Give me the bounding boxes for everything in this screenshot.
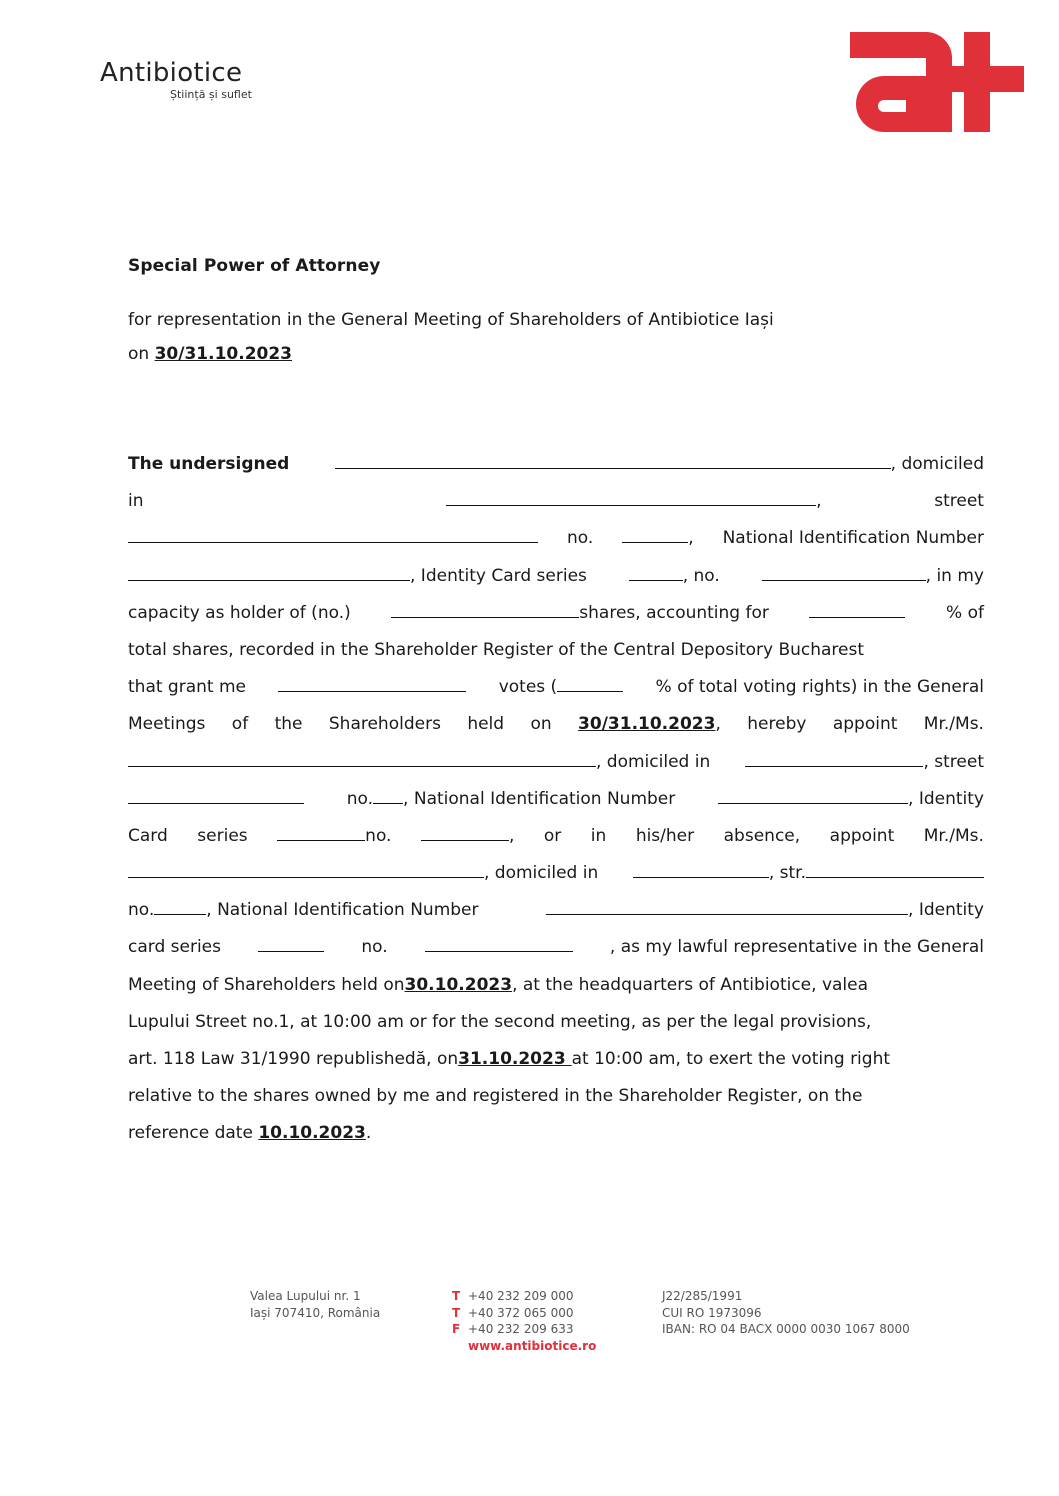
document-subtitle [128, 303, 774, 371]
word: Mr./Ms. [923, 714, 984, 735]
body-text: total shares, recorded in the Shareholder Register of the Central Depository Bucharest [128, 639, 865, 660]
national-id-field[interactable] [128, 563, 410, 580]
form-body [128, 446, 984, 1153]
national-id-label: National Identification Number [722, 528, 984, 549]
word: appoint [832, 714, 898, 735]
body-text: at 10:00 am, to exert the voting right [571, 1049, 891, 1069]
no-label: no. [128, 900, 155, 921]
undersigned-name-field[interactable] [335, 452, 891, 469]
in-label: in [128, 491, 144, 512]
card-series-label: card series [128, 937, 221, 958]
word: hereby [747, 714, 807, 735]
phone-1 [452, 1288, 596, 1305]
form-line-12 [128, 855, 984, 892]
street-label: , street [923, 751, 984, 772]
phone-number: +40 372 065 000 [468, 1305, 574, 1320]
form-line-13 [128, 892, 984, 929]
subtitle-line-2 [128, 337, 774, 371]
representative-national-id-field[interactable] [718, 787, 908, 804]
representative-street-field[interactable] [128, 787, 304, 804]
word: in [590, 825, 607, 846]
id-no-label: , no. [682, 565, 720, 586]
representative-id-number-field[interactable] [421, 824, 509, 841]
word: the [274, 714, 303, 735]
fax-number: +40 232 209 633 [468, 1322, 574, 1336]
word: no. [365, 825, 392, 846]
domiciled-in-label: , domiciled in [484, 863, 599, 884]
comma: , [508, 825, 515, 846]
grant-me-label: that grant me [128, 677, 246, 698]
word: held [467, 714, 505, 735]
voting-percent-field[interactable] [557, 675, 623, 692]
form-line-16 [128, 1004, 984, 1041]
word: on [530, 714, 552, 735]
identity-label: , Identity [908, 900, 984, 921]
subtitle-prefix: on [128, 344, 155, 364]
alternate-name-field[interactable] [128, 861, 484, 878]
form-line-11 [128, 818, 984, 855]
alternate-no-field[interactable] [154, 898, 206, 915]
fax [452, 1321, 596, 1338]
word: appoint [829, 825, 895, 846]
votes-label: votes ( [498, 677, 558, 698]
phone-label: T [452, 1305, 461, 1320]
holder-of-label: capacity as holder of (no.) [128, 602, 351, 623]
form-line-17 [128, 1041, 984, 1078]
registration-number: J22/285/1991 [662, 1289, 743, 1303]
shares-percent-field[interactable] [809, 601, 905, 618]
form-line-14 [128, 929, 984, 966]
domiciled-label: , domiciled [890, 454, 984, 474]
form-line-2 [128, 483, 984, 520]
form-line-10 [128, 781, 984, 818]
word: Shareholders [328, 714, 441, 735]
second-meeting-date: 31.10.2023 [458, 1049, 572, 1069]
cui-number: CUI RO 1973096 [662, 1305, 762, 1320]
company-tagline: Știință și suflet [170, 88, 252, 101]
word: of [231, 714, 249, 735]
fax-label: F [452, 1322, 461, 1336]
comma: , [816, 491, 822, 512]
form-line-19 [128, 1115, 984, 1152]
body-text: reference date [128, 1123, 259, 1144]
id-series-label: , Identity Card series [410, 565, 587, 586]
national-id-label: , National Identification Number [403, 788, 676, 809]
phone-2 [452, 1305, 596, 1322]
footer-contact [452, 1288, 596, 1354]
comma: , [688, 528, 694, 549]
form-line-6 [128, 632, 984, 669]
phone-number: +40 232 209 000 [468, 1289, 574, 1303]
votes-field[interactable] [278, 675, 466, 692]
identity-label: , Identity [908, 788, 984, 809]
alternate-street-field[interactable] [806, 861, 984, 878]
phone-label: T [452, 1289, 461, 1303]
lawful-representative-label: , as my lawful representative in the General [609, 937, 984, 958]
body-text: . [365, 1123, 372, 1144]
representative-no-field[interactable] [373, 787, 403, 804]
company-name: Antibiotice [100, 58, 243, 88]
voting-rights-label: % of total voting rights) in the General [655, 677, 984, 698]
id-number-field[interactable] [762, 563, 926, 580]
representative-domicile-field[interactable] [745, 749, 923, 766]
body-text: relative to the shares owned by me and registered in the Shareholder Register, on the [128, 1086, 863, 1107]
street-field[interactable] [128, 526, 538, 543]
footer-registration [662, 1288, 910, 1338]
comma: , [715, 714, 721, 735]
website-row [452, 1338, 596, 1355]
word: or [543, 825, 562, 846]
word: Meetings [128, 714, 206, 735]
first-meeting-date: 30.10.2023 [404, 974, 513, 995]
word: Card [128, 825, 168, 846]
meeting-date: 30/31.10.2023 [154, 344, 293, 364]
iban-number: IBAN: RO 04 BACX 0000 0030 1067 8000 [662, 1322, 910, 1336]
domicile-field[interactable] [446, 489, 816, 506]
shares-label: shares, accounting for [579, 602, 769, 623]
alternate-id-series-field[interactable] [258, 935, 324, 952]
no-label: no. [361, 937, 388, 958]
percent-of-label: % of [946, 602, 984, 623]
domiciled-in-label: , domiciled in [596, 751, 711, 772]
alternate-domicile-field[interactable] [633, 861, 769, 878]
document-title: Special Power of Attorney [128, 256, 381, 276]
form-line-7 [128, 669, 984, 706]
no-label: no. [566, 528, 594, 549]
alternate-national-id-field[interactable] [546, 898, 908, 915]
body-text: art. 118 Law 31/1990 republishedă, on [128, 1049, 459, 1069]
form-line-5 [128, 595, 984, 632]
footer-address [250, 1288, 380, 1321]
representative-name-field[interactable] [128, 749, 596, 766]
body-text: Meeting of Shareholders held on [128, 974, 405, 995]
body-text: , at the headquarters of Antibiotice, valea [512, 974, 869, 995]
address-line-1: Valea Lupului nr. 1 [250, 1289, 361, 1303]
form-line-4 [128, 558, 984, 595]
a-plus-logo-icon [846, 28, 1024, 136]
word: series [197, 825, 248, 846]
undersigned-label: The undersigned [128, 454, 290, 474]
alternate-id-number-field[interactable] [425, 935, 573, 952]
reference-date: 10.10.2023 [258, 1123, 366, 1144]
address-line-2: Iași 707410, România [250, 1305, 381, 1320]
word: absence, [723, 825, 801, 846]
website-link[interactable]: www.antibiotice.ro [468, 1338, 597, 1353]
company-logo [100, 58, 252, 102]
no-label: no. [346, 788, 374, 809]
body-text: Lupului Street no.1, at 10:00 am or for the second meeting, as per the legal provisions, [128, 1011, 872, 1032]
word: Mr./Ms. [923, 825, 984, 846]
in-my-label: , in my [925, 565, 984, 586]
word: his/her [635, 825, 695, 846]
meeting-date: 30/31.10.2023 [578, 714, 716, 735]
street-number-field[interactable] [622, 526, 688, 543]
street-label: street [934, 491, 984, 512]
form-line-3 [128, 520, 984, 557]
str-label: , str. [768, 863, 806, 884]
form-line-8 [128, 706, 984, 743]
representative-id-series-field[interactable] [277, 824, 365, 841]
form-line-15 [128, 967, 984, 1004]
form-line-18 [128, 1078, 984, 1115]
form-line-9 [128, 744, 984, 781]
national-id-label: , National Identification Number [206, 900, 479, 921]
id-series-field[interactable] [629, 563, 683, 580]
form-line-1 [128, 446, 984, 483]
subtitle-line-1: for representation in the General Meeting of Shareholders of Antibiotice Iași [128, 310, 774, 330]
shares-count-field[interactable] [391, 601, 579, 618]
